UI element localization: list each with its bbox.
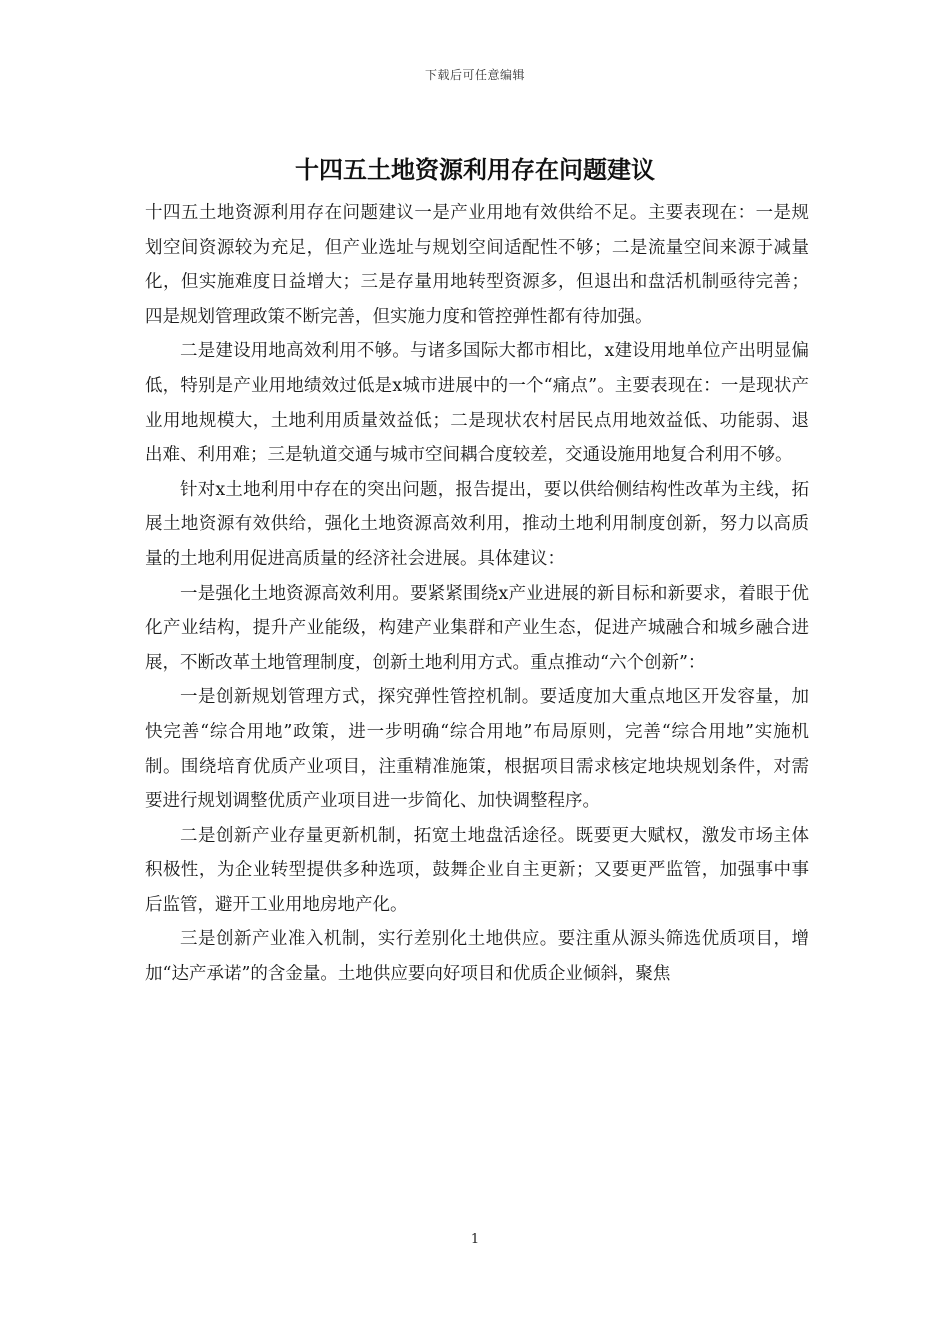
paragraph: 三是创新产业准入机制，实行差别化土地供应。要注重从源头筛选优质项目，增加“达产承诺”的含金量。土地供应要向好项目和优质企业倾斜，聚焦: [145, 929, 809, 985]
paragraph: 十四五土地资源利用存在问题建议一是产业用地有效供给不足。主要表现在：一是规划空间资源较为充足，但产业选址与规划空间适配性不够；二是流量空间来源于减量化，但实施难度日益增大；三是存量用地转型资源多，但退出和盘活机制亟待完善；四是规划管理政策不断完善，但实施力度和管控弹性都有待加强。: [145, 203, 809, 327]
page-number: 1: [470, 1232, 480, 1247]
paragraph: 一是创新规划管理方式，探究弹性管控机制。要适度加大重点地区开发容量，加快完善“综合用地”政策，进一步明确“综合用地”布局原则，完善“综合用地”实施机制。围绕培育优质产业项目，注重精准施策，根据项目需求核定地块规划条件，对需要进行规划调整优质产业项目进一步简化、加快调整程序。: [145, 687, 809, 812]
paragraph: 针对x土地利用中存在的突出问题，报告提出，要以供给侧结构性改革为主线，拓展土地资源有效供给，强化土地资源高效利用，推动土地利用制度创新，努力以高质量的土地利用促进高质量的经济社会进展。具体建议：: [145, 479, 809, 569]
paragraph: 二是创新产业存量更新机制，拓宽土地盘活途径。既要更大赋权，激发市场主体积极性，为企业转型提供多种选项，鼓舞企业自主更新；又要更严监管，加强事中事后监管，避开工业用地房地产化。: [145, 825, 809, 915]
document-title: 十四五土地资源利用存在问题建议: [295, 155, 655, 184]
paragraph: 一是强化土地资源高效利用。要紧紧围绕x产业进展的新目标和新要求，着眼于优化产业结构，提升产业能级，构建产业集群和产业生态，促进产城融合和城乡融合进展，不断改革土地管理制度，创新土地利用方式。重点推动“六个创新”：: [145, 583, 809, 673]
paragraph: 二是建设用地高效利用不够。与诸多国际大都市相比，x建设用地单位产出明显偏低，特别是产业用地绩效过低是x城市进展中的一个“痛点”。主要表现在：一是现状产业用地规模大，土地利用质量效益低；二是现状农村居民点用地效益低、功能弱、退出难、利用难；三是轨道交通与城市空间耦合度较差，交通设施用地复合利用不够。: [145, 341, 809, 466]
header-note: 下载后可任意编辑: [424, 68, 525, 82]
document-body: [145, 196, 809, 992]
